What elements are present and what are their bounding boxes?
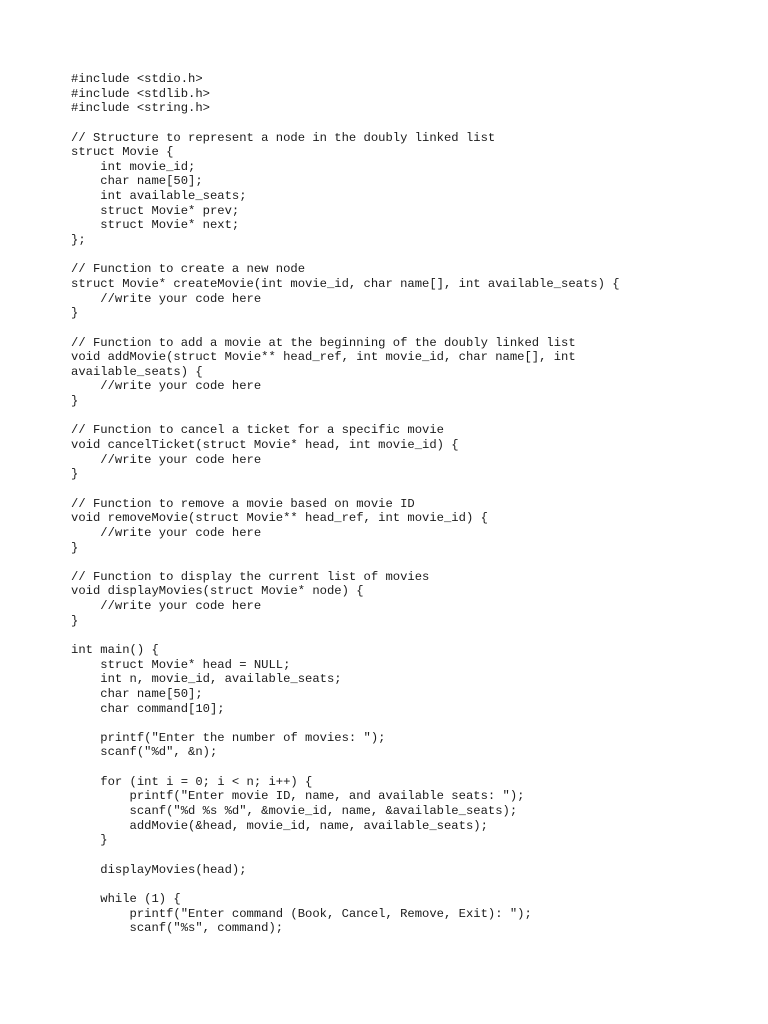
code-line: void addMovie(struct Movie** head_ref, int movie_id, char name[], int — [71, 350, 576, 365]
blank-line — [71, 760, 620, 775]
code-line: // Function to create a new node — [71, 262, 306, 277]
code-line: void cancelTicket(struct Movie* head, int movie_id) { — [71, 438, 459, 453]
blank-line — [71, 848, 620, 863]
code-line: void displayMovies(struct Movie* node) { — [71, 584, 364, 599]
code-line: // Structure to represent a node in the doubly linked list — [71, 130, 496, 145]
code-line: scanf("%d %s %d", &movie_id, name, &available_seats); — [71, 804, 518, 819]
blank-line — [71, 877, 620, 892]
code-line: void removeMovie(struct Movie** head_ref, int movie_id) { — [71, 511, 488, 526]
code-line: #include <stdlib.h> — [71, 86, 210, 101]
code-line: //write your code here — [71, 291, 262, 306]
blank-line — [71, 628, 620, 643]
code-line: scanf("%d", &n); — [71, 745, 218, 760]
code-line: for (int i = 0; i < n; i++) { — [71, 774, 313, 789]
code-line: } — [71, 467, 79, 482]
code-line: }; — [71, 233, 86, 248]
code-line: // Function to display the current list of movies — [71, 569, 430, 584]
code-line: } — [71, 540, 79, 555]
code-line: printf("Enter command (Book, Cancel, Remove, Exit): "); — [71, 906, 532, 921]
code-line: } — [71, 306, 79, 321]
code-line: scanf("%s", command); — [71, 921, 284, 936]
blank-line — [71, 248, 620, 263]
code-line: char name[50]; — [71, 686, 203, 701]
blank-line — [71, 555, 620, 570]
code-line: } — [71, 394, 79, 409]
blank-line — [71, 321, 620, 336]
code-line: displayMovies(head); — [71, 862, 247, 877]
code-line: printf("Enter movie ID, name, and available seats: "); — [71, 789, 525, 804]
code-line: char command[10]; — [71, 701, 225, 716]
blank-line — [71, 409, 620, 424]
code-line: //write your code here — [71, 452, 262, 467]
code-line: #include <stdio.h> — [71, 72, 203, 86]
blank-line — [71, 482, 620, 497]
code-line: while (1) { — [71, 891, 181, 906]
code-line: struct Movie* prev; — [71, 203, 240, 218]
code-line: #include <string.h> — [71, 101, 210, 116]
code-line: struct Movie* next; — [71, 218, 240, 233]
code-line: } — [71, 613, 79, 628]
code-line: char name[50]; — [71, 174, 203, 189]
code-line: int main() { — [71, 642, 159, 657]
blank-line — [71, 116, 620, 131]
code-line: // Function to cancel a ticket for a specific movie — [71, 423, 444, 438]
code-line: printf("Enter the number of movies: "); — [71, 730, 386, 745]
code-line: available_seats) { — [71, 364, 203, 379]
code-line: addMovie(&head, movie_id, name, available_seats); — [71, 818, 488, 833]
code-listing — [71, 72, 620, 936]
code-line: int n, movie_id, available_seats; — [71, 672, 342, 687]
code-line: struct Movie* createMovie(int movie_id, char name[], int available_seats) { — [71, 276, 620, 291]
code-line: // Function to remove a movie based on movie ID — [71, 496, 415, 511]
code-line: } — [71, 833, 108, 848]
code-line: struct Movie { — [71, 145, 174, 160]
code-line: //write your code here — [71, 379, 262, 394]
code-line: struct Movie* head = NULL; — [71, 657, 291, 672]
code-line: int movie_id; — [71, 159, 196, 174]
code-line: // Function to add a movie at the beginning of the doubly linked list — [71, 335, 576, 350]
code-line: //write your code here — [71, 599, 262, 614]
code-line: int available_seats; — [71, 189, 247, 204]
blank-line — [71, 716, 620, 731]
code-line: //write your code here — [71, 525, 262, 540]
